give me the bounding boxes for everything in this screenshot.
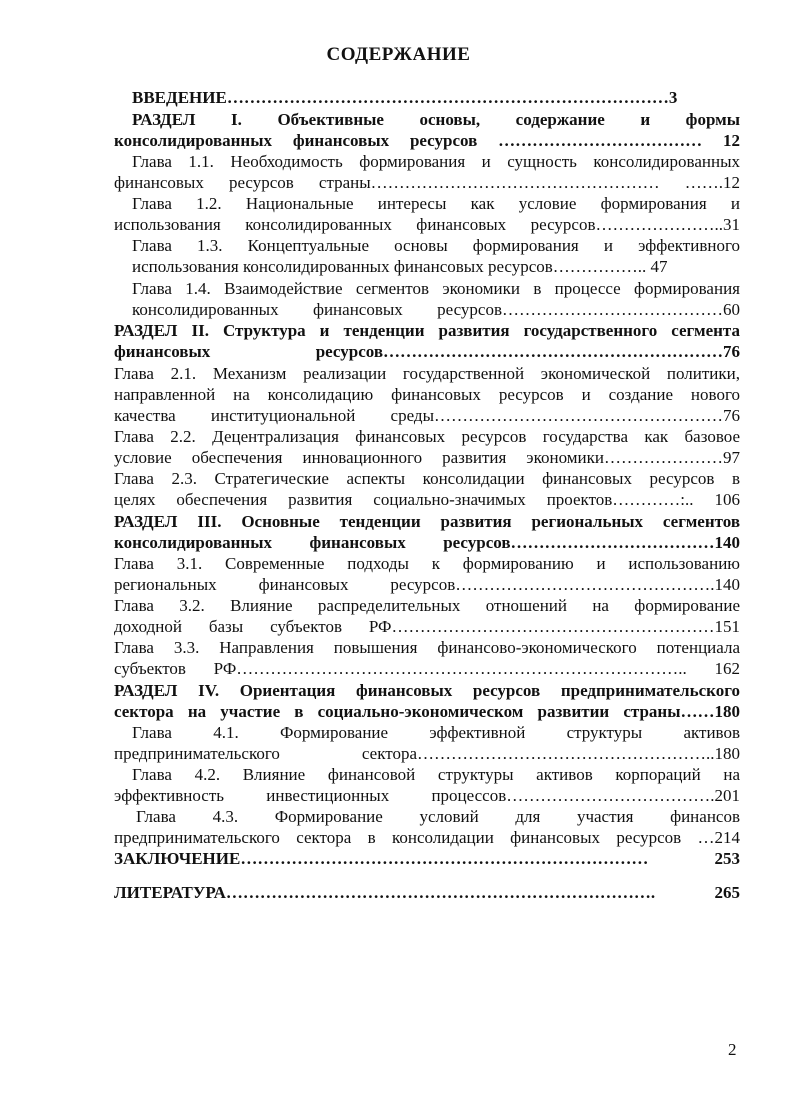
toc-chapter-2-1-line-2[interactable]: направленной на консолидацию финансовых ресурсов и создание нового bbox=[114, 385, 740, 404]
toc-chapter-4-3-line-2[interactable]: предпринимательского сектора в консолидации финансовых ресурсов …214 bbox=[114, 828, 740, 847]
toc-chapter-2-1-line-3[interactable]: качества институциональной среды……………………………………………76 bbox=[114, 406, 740, 425]
toc-chapter-2-2-line-1[interactable]: Глава 2.2. Децентрализация финансовых ресурсов государства как базовое bbox=[114, 427, 740, 446]
toc-chapter-1-2-line-2[interactable]: использования консолидированных финансовых ресурсов…………………..31 bbox=[114, 215, 740, 234]
toc-chapter-3-2-line-2[interactable]: доходной базы субъектов РФ…………………………………………………151 bbox=[114, 617, 740, 636]
toc-chapter-3-3-line-2[interactable]: субъектов РФ…………………………………………………………………….. 162 bbox=[114, 659, 740, 678]
toc-chapter-3-1-line-1[interactable]: Глава 3.1. Современные подходы к формированию и использованию bbox=[114, 554, 740, 573]
toc-chapter-1-1-line-1[interactable]: Глава 1.1. Необходимость формирования и сущность консолидированных bbox=[132, 152, 740, 171]
toc-section-1-line-2[interactable]: консолидированных финансовых ресурсов ……………………………… 12 bbox=[114, 131, 740, 150]
toc-section-4-line-1[interactable]: РАЗДЕЛ IV. Ориентация финансовых ресурсов предпринимательского bbox=[114, 681, 740, 700]
toc-chapter-2-3-line-2[interactable]: целях обеспечения развития социально-значимых проектов…………:.. 106 bbox=[114, 490, 740, 509]
toc-literature[interactable]: ЛИТЕРАТУРА…………………………………………………………………. 265 bbox=[114, 883, 740, 902]
toc-section-2-line-2[interactable]: финансовых ресурсов……………………………………………………76 bbox=[114, 342, 740, 361]
toc-chapter-2-1-line-1[interactable]: Глава 2.1. Механизм реализации государственной экономической политики, bbox=[114, 364, 740, 383]
toc-chapter-2-3-line-1[interactable]: Глава 2.3. Стратегические аспекты консолидации финансовых ресурсов в bbox=[114, 469, 740, 488]
toc-chapter-1-4-line-2[interactable]: консолидированных финансовых ресурсов…………………………………60 bbox=[132, 300, 740, 319]
toc-section-4-line-2[interactable]: сектора на участие в социально-экономическом развитии страны……180 bbox=[114, 702, 740, 721]
toc-section-3-line-1[interactable]: РАЗДЕЛ III. Основные тенденции развития региональных сегментов bbox=[114, 512, 740, 531]
toc-chapter-4-3-line-1[interactable]: Глава 4.3. Формирование условий для участия финансов bbox=[136, 807, 740, 826]
toc-chapter-4-1-line-2[interactable]: предпринимательского сектора……………………………………………..180 bbox=[114, 744, 740, 763]
toc-chapter-4-2-line-1[interactable]: Глава 4.2. Влияние финансовой структуры активов корпораций на bbox=[132, 765, 740, 784]
toc-section-1-line-1[interactable]: РАЗДЕЛ I. Объективные основы, содержание и формы bbox=[132, 110, 740, 129]
toc-chapter-1-1-line-2[interactable]: финансовых ресурсов страны…………………………………………… …….12 bbox=[114, 173, 740, 192]
toc-chapter-1-4-line-1[interactable]: Глава 1.4. Взаимодействие сегментов экономики в процессе формирования bbox=[132, 279, 740, 298]
toc-introduction[interactable]: ВВЕДЕНИЕ……………………………………………………………………3 bbox=[132, 88, 678, 107]
page-number: 2 bbox=[728, 1040, 737, 1059]
toc-conclusion[interactable]: ЗАКЛЮЧЕНИЕ……………………………………………………………… 253 bbox=[114, 849, 740, 868]
toc-section-2-line-1[interactable]: РАЗДЕЛ II. Структура и тенденции развития государственного сегмента bbox=[114, 321, 740, 340]
toc-chapter-3-2-line-1[interactable]: Глава 3.2. Влияние распределительных отношений на формирование bbox=[114, 596, 740, 615]
page-title: СОДЕРЖАНИЕ bbox=[326, 44, 471, 65]
toc-chapter-1-3-line-1[interactable]: Глава 1.3. Концептуальные основы формирования и эффективного bbox=[132, 236, 740, 255]
toc-chapter-1-3-line-2[interactable]: использования консолидированных финансовых ресурсов…………….. 47 bbox=[132, 257, 668, 276]
toc-chapter-2-2-line-2[interactable]: условие обеспечения инновационного развития экономики…………………97 bbox=[114, 448, 740, 467]
toc-chapter-1-2-line-1[interactable]: Глава 1.2. Национальные интересы как условие формирования и bbox=[132, 194, 740, 213]
toc-chapter-4-2-line-2[interactable]: эффективность инвестиционных процессов……………………………….201 bbox=[114, 786, 740, 805]
toc-section-3-line-2[interactable]: консолидированных финансовых ресурсов………………………………140 bbox=[114, 533, 740, 552]
toc-chapter-4-1-line-1[interactable]: Глава 4.1. Формирование эффективной структуры активов bbox=[132, 723, 740, 742]
toc-chapter-3-1-line-2[interactable]: региональных финансовых ресурсов……………………………………….140 bbox=[114, 575, 740, 594]
toc-chapter-3-3-line-1[interactable]: Глава 3.3. Направления повышения финансово-экономического потенциала bbox=[114, 638, 740, 657]
